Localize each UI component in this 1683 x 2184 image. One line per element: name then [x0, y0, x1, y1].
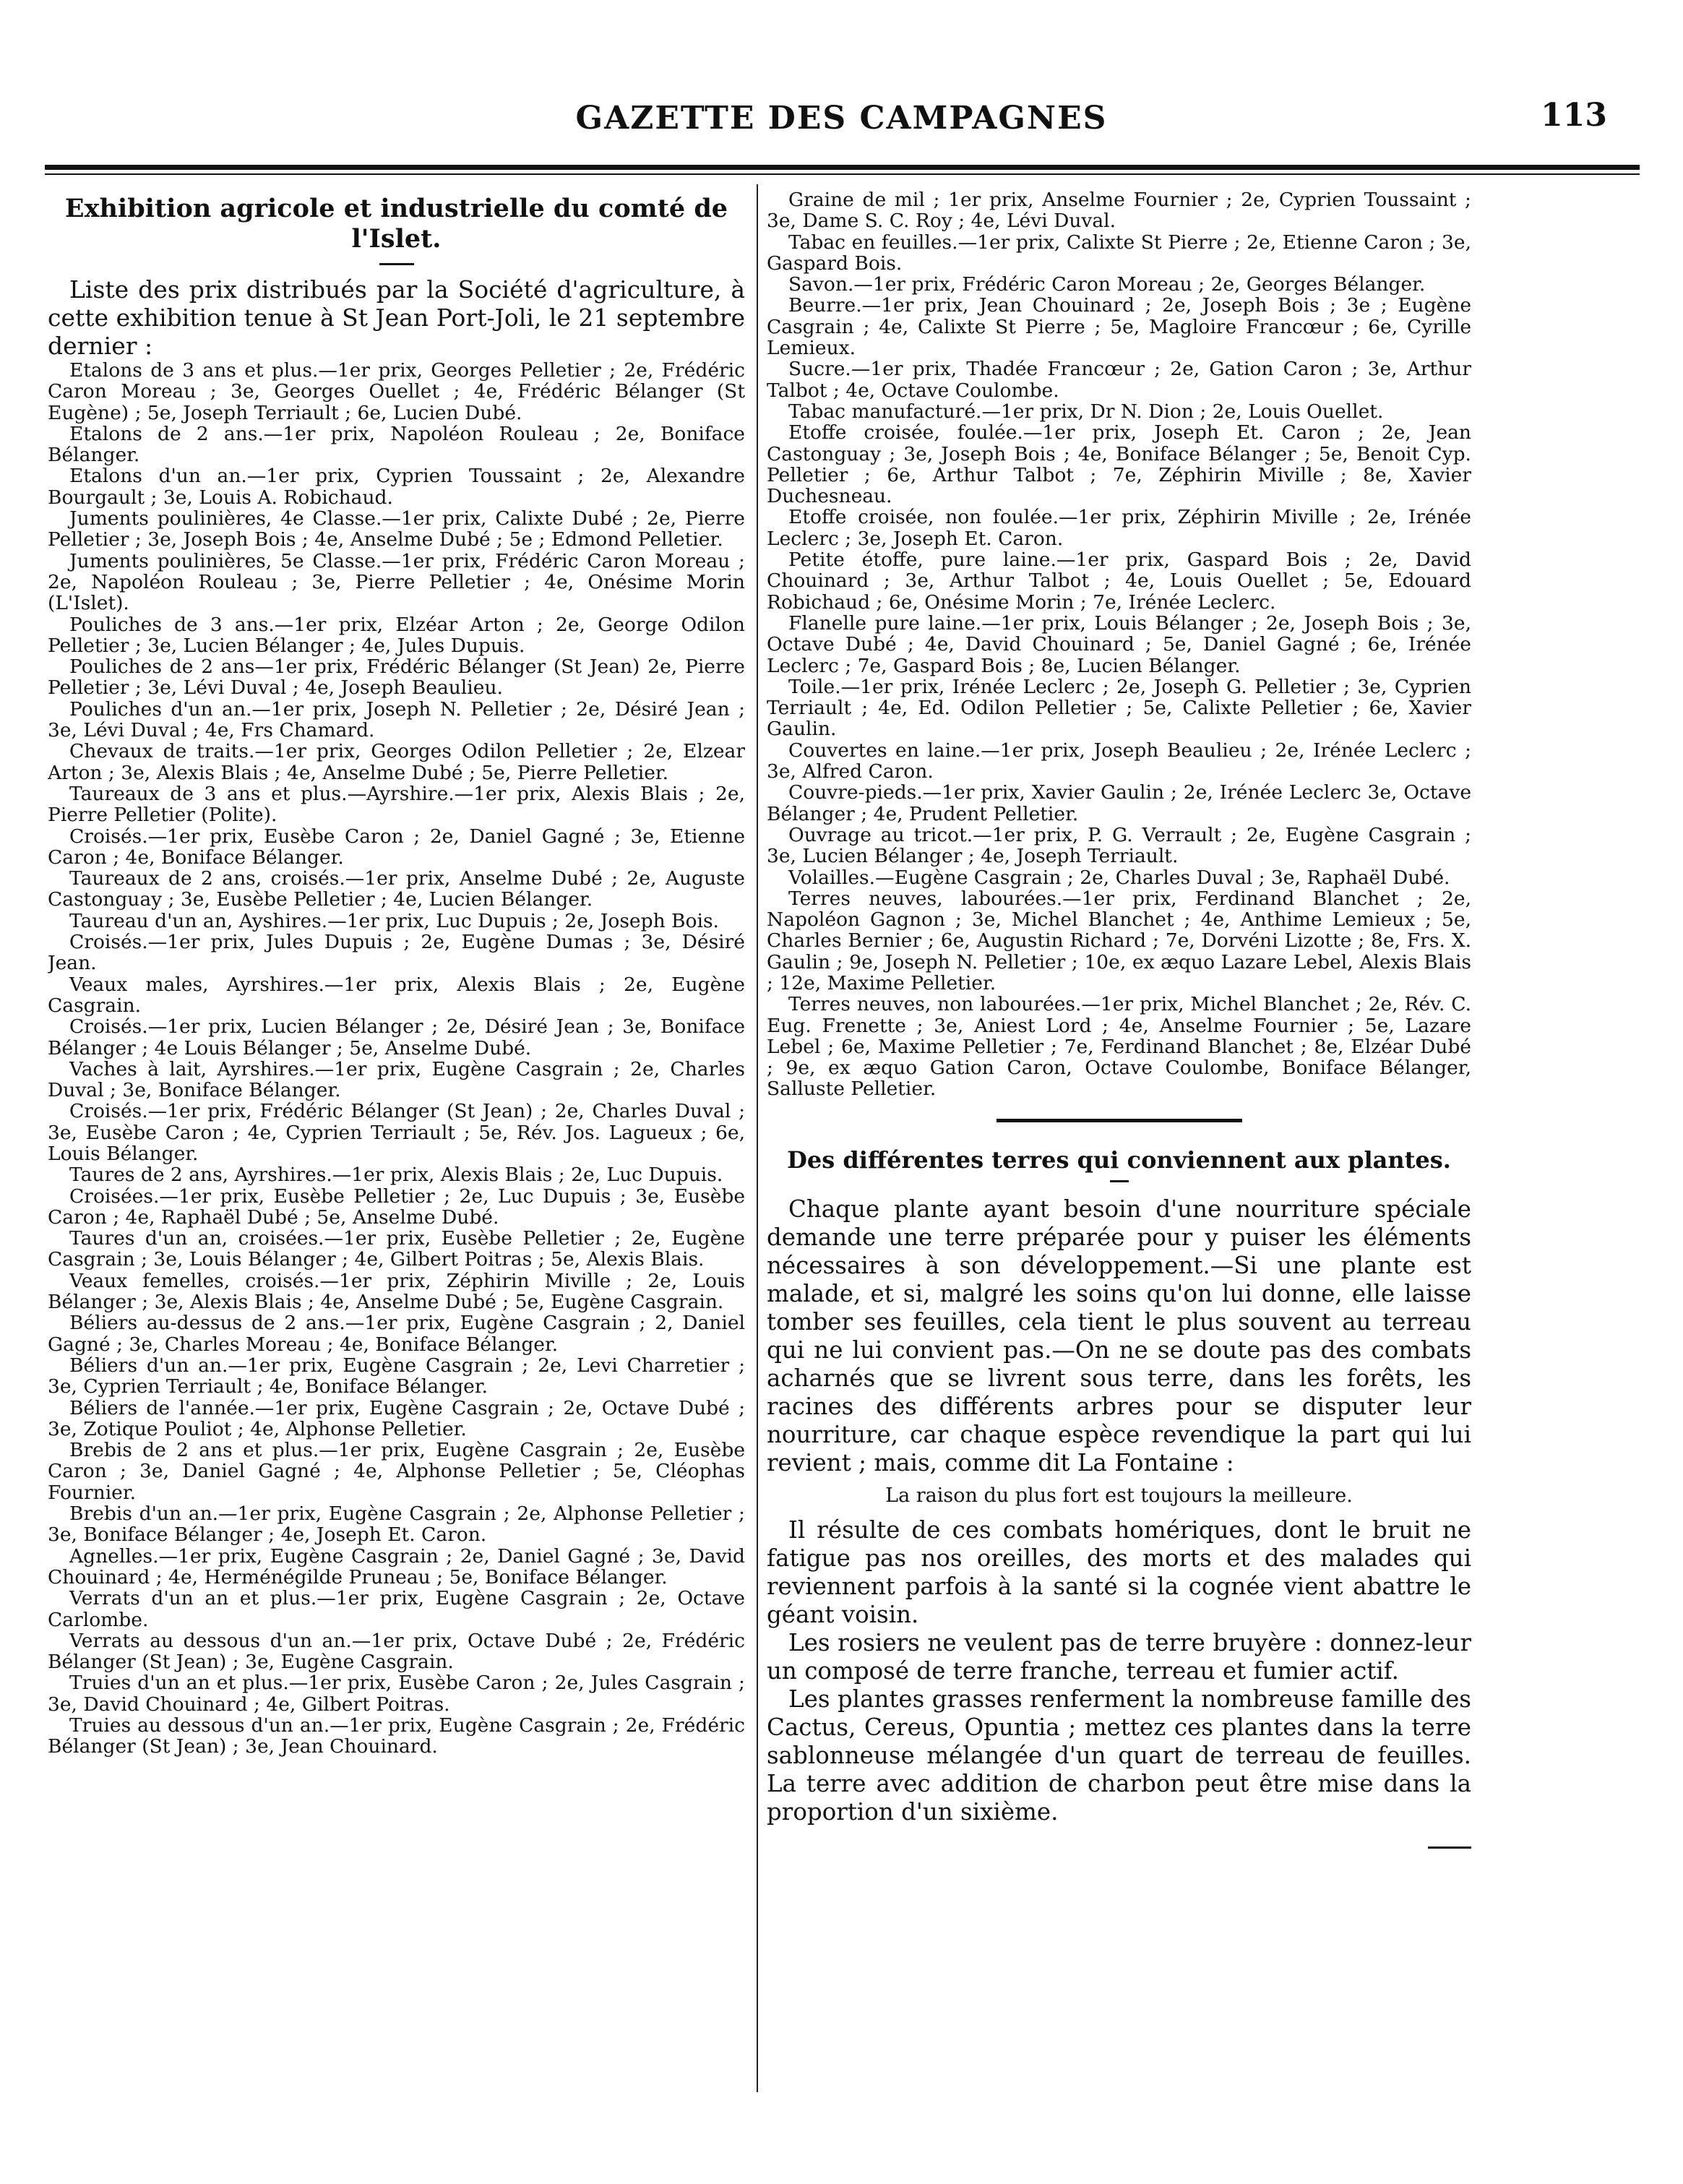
prize-paragraph: Taures d'un an, croisées.—1er prix, Eusèbe Pelletier ; 2e, Eugène Casgrain ; 3e, Louis Bélanger ; 4e, Gilbert Poitras ; 5e, Alexis Blais.: [48, 1227, 745, 1271]
article-paragraph: Il résulte de ces combats homériques, dont le bruit ne fatigue pas nos oreilles, des morts et des malades qui reviennent parfois à la santé si la cognée vient abattre le géant voisin.: [767, 1516, 1471, 1628]
header-rule-thick: [45, 165, 1640, 170]
article-title: Des différentes terres qui conviennent aux plantes.: [787, 1145, 1451, 1174]
page-number: 113: [1541, 97, 1607, 134]
prize-paragraph: Savon.—1er prix, Frédéric Caron Moreau ; 2e, Georges Bélanger.: [788, 273, 1426, 296]
article-paragraph: Chaque plante ayant besoin d'une nourriture spéciale demande une terre préparée pour y puiser les éléments nécessaires à son développement.—Si une plante est malade, et si, malgré les soins qu'on lui donne, elle laisse tomber ses feuilles, cela tient le plus souvent au terreau qui ne lui convient pas.—On ne se doute pas des combats acharnés que se livrent sous terre, dans les forêts, les racines des différents arbres pour se disputer leur nourriture, car chaque espèce revendique la part qui lui revient ; mais, comme dit La Fontaine :: [767, 1195, 1471, 1476]
prize-paragraph: Verrats d'un an et plus.—1er prix, Eugène Casgrain ; 2e, Octave Carlombe.: [48, 1587, 745, 1631]
prize-paragraph: Taureau d'un an, Ayshires.—1er prix, Luc Dupuis ; 2e, Joseph Bois.: [69, 909, 719, 932]
left-column: [48, 189, 745, 2112]
prize-paragraph: Etalons de 2 ans.—1er prix, Napoléon Rouleau ; 2e, Boniface Bélanger.: [48, 422, 745, 467]
newspaper-title: GAZETTE DES CAMPAGNES: [575, 100, 1108, 137]
quote-line: La raison du plus fort est toujours la meilleure.: [885, 1484, 1353, 1507]
prize-list-left: [48, 360, 745, 1758]
prize-paragraph: Croisées.—1er prix, Eusèbe Pelletier ; 2e, Luc Dupuis ; 3e, Eusèbe Caron ; 4e, Raphaël Dubé ; 5e, Anselme Dubé.: [48, 1185, 745, 1229]
prize-paragraph: Brebis de 2 ans et plus.—1er prix, Eugène Casgrain ; 2e, Eusèbe Caron ; 3e, Daniel Gagné ; 4e, Alphonse Pelletier ; 5e, Cléophas Fournier.: [48, 1439, 745, 1504]
article-paragraph: Les plantes grasses renferment la nombreuse famille des Cactus, Cereus, Opuntia ; mettez ces plantes dans la terre sablonneuse mélangée d'un quart de terreau de feuilles. La terre avec addition de charbon peut être mise dans la proportion d'un sixième.: [767, 1685, 1471, 1826]
prize-paragraph: Etoffe croisée, foulée.—1er prix, Joseph Et. Caron ; 2e, Jean Castonguay ; 3e, Joseph Bois ; 4e, Boniface Bélanger ; 5e, Benoit Cyp. Pelletier ; 6e, Arthur Talbot ; 7e, Zéphirin Miville ; 8e, Xavier Duchesneau.: [767, 421, 1471, 508]
prize-paragraph: Couvre-pieds.—1er prix, Xavier Gaulin ; 2e, Irénée Leclerc 3e, Octave Bélanger ; 4e, Prudent Pelletier.: [767, 781, 1471, 825]
article-paragraph: Les rosiers ne veulent pas de terre bruyère : donnez-leur un composé de terre franche, terreau et fumier actif.: [767, 1628, 1471, 1685]
title-dash: [379, 263, 414, 265]
prize-paragraph: Brebis d'un an.—1er prix, Eugène Casgrain ; 2e, Alphonse Pelletier ; 3e, Boniface Bélanger ; 4e, Joseph Et. Caron.: [48, 1502, 745, 1547]
prize-paragraph: Béliers de l'année.—1er prix, Eugène Casgrain ; 2e, Octave Dubé ; 3e, Zotique Pouliot ; 4e, Alphonse Pelletier.: [48, 1396, 745, 1440]
prize-paragraph: Volailles.—Eugène Casgrain ; 2e, Charles Duval ; 3e, Raphaël Dubé.: [788, 866, 1450, 889]
column-divider: [757, 184, 758, 2092]
prize-paragraph: Béliers au-dessus de 2 ans.—1er prix, Eugène Casgrain ; 2, Daniel Gagné ; 3e, Charles Moreau ; 4e, Boniface Bélanger.: [48, 1312, 745, 1356]
article-plants: [767, 1145, 1471, 1849]
prize-paragraph: Tabac en feuilles.—1er prix, Calixte St Pierre ; 2e, Etienne Caron ; 3e, Gaspard Bois.: [767, 231, 1471, 275]
prize-paragraph: Terres neuves, labourées.—1er prix, Ferdinand Blanchet ; 2e, Napoléon Gagnon ; 3e, Michel Blanchet ; 4e, Anthime Lemieux ; 5e, Charles Bernier ; 6e, Augustin Richard ; 7e, Dorvéni Lizotte ; 8e, Frs. X. Gaulin ; 9e, Joseph N. Pelletier ; 10e, ex æquo Lazare Lebel, Alexis Blais ; 12e, Maxime Pelletier.: [767, 887, 1471, 994]
page-header: [43, 87, 1640, 145]
prize-paragraph: Terres neuves, non labourées.—1er prix, Michel Blanchet ; 2e, Rév. C. Eug. Frenette ; 3e, Aniest Lord ; 4e, Anselme Fournier ; 5e, Lazare Lebel ; 6e, Maxime Pelletier ; 7e, Ferdinand Blanchet ; 8e, Elzéar Dubé ; 9e, ex æquo Gation Caron, Octave Coulombe, Boniface Bélanger, Salluste Pelletier.: [767, 993, 1471, 1101]
prize-paragraph: Sucre.—1er prix, Thadée Francœur ; 2e, Gation Caron ; 3e, Arthur Talbot ; 4e, Octave Coulombe.: [767, 358, 1471, 402]
article-separator: [997, 1119, 1242, 1122]
right-column: [767, 189, 1471, 2097]
prize-paragraph: Couvertes en laine.—1er prix, Joseph Beaulieu ; 2e, Irénée Leclerc ; 3e, Alfred Caron.: [767, 739, 1471, 783]
prize-paragraph: Taures de 2 ans, Ayrshires.—1er prix, Alexis Blais ; 2e, Luc Dupuis.: [69, 1164, 723, 1187]
prize-paragraph: Croisés.—1er prix, Jules Dupuis ; 2e, Eugène Dumas ; 3e, Désiré Jean.: [48, 931, 745, 975]
prize-paragraph: Chevaux de traits.—1er prix, Georges Odilon Pelletier ; 2e, Elzear Arton ; 3e, Alexis Blais ; 4e, Anselme Dubé ; 5e, Pierre Pelletier.: [48, 740, 745, 784]
prize-paragraph: Béliers d'un an.—1er prix, Eugène Casgrain ; 2e, Levi Charretier ; 3e, Cyprien Terriault ; 4e, Boniface Bélanger.: [48, 1354, 745, 1398]
prize-paragraph: Vaches à lait, Ayrshires.—1er prix, Eugène Casgrain ; 2e, Charles Duval ; 3e, Boniface Bélanger.: [48, 1057, 745, 1102]
prize-paragraph: Pouliches de 2 ans—1er prix, Frédéric Bélanger (St Jean) 2e, Pierre Pelletier ; 3e, Lévi Duval ; 4e, Joseph Beaulieu.: [48, 655, 745, 700]
prize-paragraph: Toile.—1er prix, Irénée Leclerc ; 2e, Joseph G. Pelletier ; 3e, Cyprien Terriault ; 4e, Ed. Odilon Pelletier ; 5e, Calixte Pelletier ; 6e, Xavier Gaulin.: [767, 675, 1471, 741]
prize-paragraph: Pouliches de 3 ans.—1er prix, Elzéar Arton ; 2e, George Odilon Pelletier ; 3e, Lucien Bélanger ; 4e, Jules Dupuis.: [48, 613, 745, 657]
prize-paragraph: Ouvrage au tricot.—1er prix, P. G. Verrault ; 2e, Eugène Casgrain ; 3e, Lucien Bélanger ; 4e, Joseph Terriault.: [767, 823, 1471, 868]
article-intro: Liste des prix distribués par la Société d'agriculture, à cette exhibition tenue à St Jean Port-Joli, le 21 septembre dernier :: [48, 275, 745, 360]
prize-paragraph: Agnelles.—1er prix, Eugène Casgrain ; 2e, Daniel Gagné ; 3e, David Chouinard ; 4e, Herménégilde Pruneau ; 5e, Boniface Bélanger.: [48, 1544, 745, 1588]
prize-paragraph: Beurre.—1er prix, Jean Chouinard ; 2e, Joseph Bois ; 3e ; Eugène Casgrain ; 4e, Calixte St Pierre ; 5e, Magloire Francœur ; 6e, Cyrille Lemieux.: [767, 294, 1471, 360]
prize-paragraph: Taureaux de 3 ans et plus.—Ayrshire.—1er prix, Alexis Blais ; 2e, Pierre Pelletier (Polite).: [48, 782, 745, 827]
article-title: Exhibition agricole et industrielle du comté de l'Islet.: [64, 194, 728, 254]
prize-paragraph: Veaux males, Ayrshires.—1er prix, Alexis Blais ; 2e, Eugène Casgrain.: [48, 973, 745, 1017]
prize-paragraph: Croisés.—1er prix, Frédéric Bélanger (St Jean) ; 2e, Charles Duval ; 3e, Eusèbe Caron ; 4e, Cyprien Terriault ; 5e, Rév. Jos. Lagueux ; 6e, Louis Bélanger.: [48, 1100, 745, 1165]
prize-paragraph: Truies au dessous d'un an.—1er prix, Eugène Casgrain ; 2e, Frédéric Bélanger (St Jean) ; 3e, Jean Chouinard.: [48, 1714, 745, 1758]
prize-paragraph: Petite étoffe, pure laine.—1er prix, Gaspard Bois ; 2e, David Chouinard ; 3e, Arthur Talbot ; 4e, Louis Ouellet ; 5e, Edouard Robichaud ; 6e, Onésime Morin ; 7e, Irénée Leclerc.: [767, 549, 1471, 614]
prize-paragraph: Croisés.—1er prix, Lucien Bélanger ; 2e, Désiré Jean ; 3e, Boniface Bélanger ; 4e Louis Bélanger ; 5e, Anselme Dubé.: [48, 1015, 745, 1059]
prize-paragraph: Tabac manufacturé.—1er prix, Dr N. Dion ; 2e, Louis Ouellet.: [788, 400, 1384, 423]
prize-paragraph: Etalons de 3 ans et plus.—1er prix, Georges Pelletier ; 2e, Frédéric Caron Moreau ; 3e, Georges Ouellet ; 4e, Frédéric Bélanger (St Eugène) ; 5e, Joseph Terriault ; 6e, Lucien Dubé.: [48, 359, 745, 424]
title-mark: [1110, 1180, 1129, 1182]
prize-list-right: [767, 189, 1471, 1100]
prize-paragraph: Veaux femelles, croisés.—1er prix, Zéphirin Miville ; 2e, Louis Bélanger ; 3e, Alexis Blais ; 4e, Anselme Dubé ; 5e, Eugène Casgrain.: [48, 1269, 745, 1314]
prize-paragraph: Croisés.—1er prix, Eusèbe Caron ; 2e, Daniel Gagné ; 3e, Etienne Caron ; 4e, Boniface Bélanger.: [48, 825, 745, 869]
prize-paragraph: Taureaux de 2 ans, croisés.—1er prix, Anselme Dubé ; 2e, Auguste Castonguay ; 3e, Eusèbe Pelletier ; 4e, Lucien Bélanger.: [48, 867, 745, 911]
prize-paragraph: Juments poulinières, 5e Classe.—1er prix, Frédéric Caron Moreau ; 2e, Napoléon Rouleau ; 3e, Pierre Pelletier ; 4e, Onésime Morin (L'Islet).: [48, 549, 745, 615]
prize-paragraph: Etoffe croisée, non foulée.—1er prix, Zéphirin Miville ; 2e, Irénée Leclerc ; 3e, Joseph Et. Caron.: [767, 506, 1471, 550]
end-dash: [1428, 1846, 1471, 1849]
prize-paragraph: Truies d'un an et plus.—1er prix, Eusèbe Caron ; 2e, Jules Casgrain ; 3e, David Chouinard ; 4e, Gilbert Poitras.: [48, 1672, 745, 1716]
prize-paragraph: Juments poulinières, 4e Classe.—1er prix, Calixte Dubé ; 2e, Pierre Pelletier ; 3e, Joseph Bois ; 4e, Anselme Dubé ; 5e ; Edmond Pelletier.: [48, 507, 745, 551]
prize-paragraph: Flanelle pure laine.—1er prix, Louis Bélanger ; 2e, Joseph Bois ; 3e, Octave Dubé ; 4e, David Chouinard ; 5e, Daniel Gagné ; 6e, Irénée Leclerc ; 7e, Gaspard Bois ; 8e, Lucien Bélanger.: [767, 611, 1471, 677]
prize-paragraph: Pouliches d'un an.—1er prix, Joseph N. Pelletier ; 2e, Désiré Jean ; 3e, Lévi Duval ; 4e, Frs Chamard.: [48, 697, 745, 742]
prize-paragraph: Graine de mil ; 1er prix, Anselme Fournier ; 2e, Cyprien Toussaint ; 3e, Dame S. C. Roy ; 4e, Lévi Duval.: [767, 189, 1471, 233]
prize-paragraph: Verrats au dessous d'un an.—1er prix, Octave Dubé ; 2e, Frédéric Bélanger (St Jean) ; 3e, Eugène Casgrain.: [48, 1629, 745, 1674]
prize-paragraph: Etalons d'un an.—1er prix, Cyprien Toussaint ; 2e, Alexandre Bourgault ; 3e, Louis A. Robichaud.: [48, 465, 745, 509]
header-rule-thin: [45, 173, 1640, 175]
